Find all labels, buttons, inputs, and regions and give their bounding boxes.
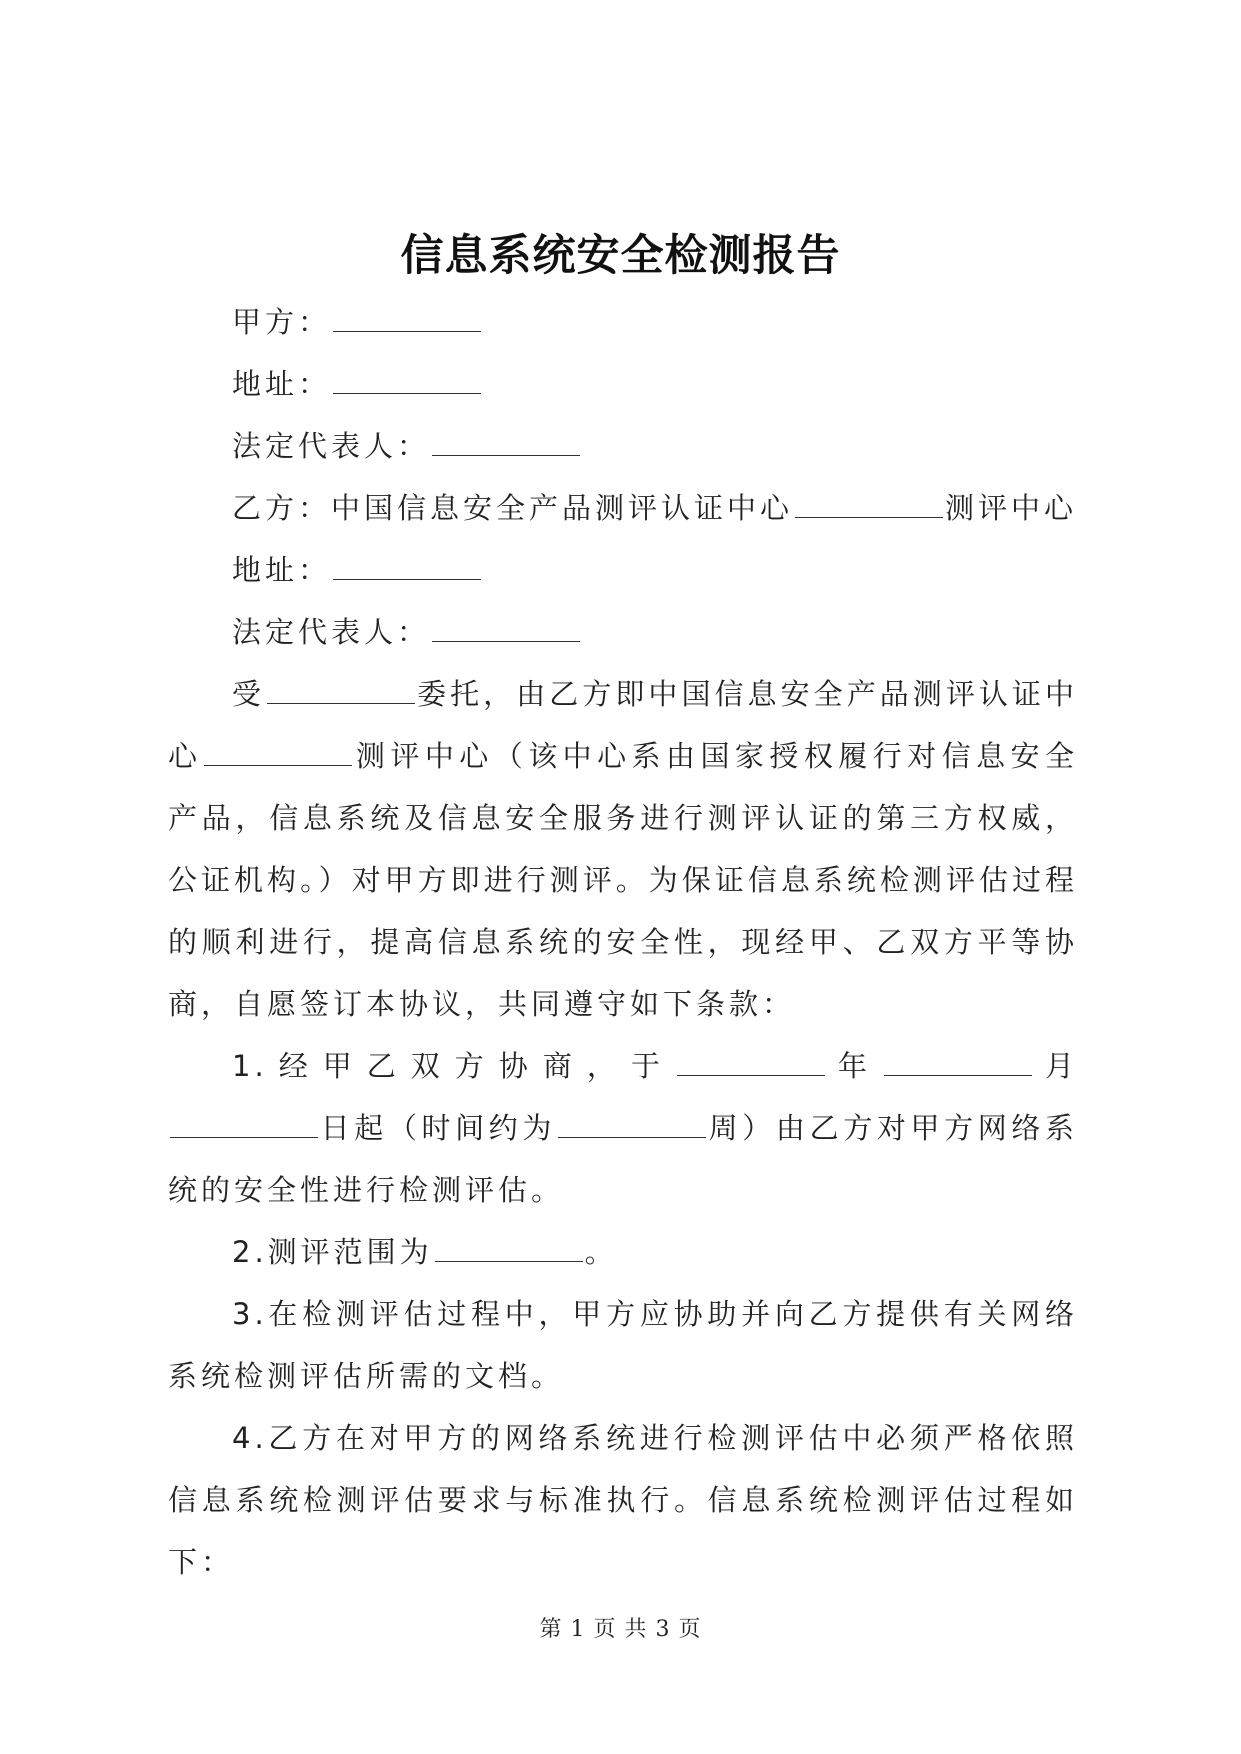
party-a-address-line — [168, 353, 1078, 415]
party-a-rep-line — [168, 415, 1078, 477]
clause-2 — [168, 1221, 1078, 1283]
intro-part-1: 受 — [232, 677, 266, 711]
party-b-address-label: 地址： — [232, 553, 332, 587]
intro-paragraph — [168, 663, 1078, 1035]
party-b-label-suffix: 测评中心 — [945, 491, 1078, 525]
clause-1-day-blank — [170, 1115, 318, 1138]
intro-part-2: 委托，由乙方即中国信息安全产品测评认证中心 — [168, 677, 1078, 773]
party-b-center-blank — [795, 495, 943, 518]
clause-1-part-1: 1.经甲乙双方协商，于 — [232, 1049, 675, 1083]
intro-part-3: 测评中心（该中心系由国家授权履行对信息安全产品，信息系统及信息安全服务进行测评认证的第三方权威，公证机构。）对甲方即进行测评。为保证信息系统检测评估过程的顺利进行，提高信息系统的安全性，现经甲、乙双方平等协商，自愿签订本协议，共同遵守如下条款： — [168, 739, 1078, 1021]
clause-3: 3.在检测评估过程中，甲方应协助并向乙方提供有关网络系统检测评估所需的文档。 — [168, 1297, 1078, 1393]
party-b-rep-label: 法定代表人： — [232, 615, 431, 649]
document-body — [168, 291, 1078, 1593]
party-a-line — [168, 291, 1078, 353]
party-a-label: 甲方： — [232, 305, 332, 339]
party-b-label: 乙方：中国信息安全产品测评认证中心 — [232, 491, 794, 525]
party-a-rep-blank — [432, 433, 580, 456]
clause-1-part-3: 月 — [1033, 1049, 1078, 1083]
clause-1-part-5: 周）由乙方对甲方网络系统的安全性进行检测评估。 — [168, 1111, 1078, 1207]
clause-1-year-blank — [677, 1053, 825, 1076]
intro-client-blank — [267, 681, 415, 704]
intro-center-blank — [204, 743, 352, 766]
page-footer: 第 1 页 共 3 页 — [539, 1617, 702, 1642]
party-a-blank — [333, 309, 481, 332]
clause-1-weeks-blank — [558, 1115, 706, 1138]
document-title: 信息系统安全检测报告 — [400, 231, 841, 281]
clause-2-part-1: 2.测评范围为 — [232, 1235, 433, 1269]
clause-1-part-4: 日起（时间约为 — [320, 1111, 557, 1145]
clause-2-scope-blank — [435, 1239, 583, 1262]
party-b-rep-line — [168, 601, 1078, 663]
party-b-address-blank — [333, 557, 481, 580]
party-a-address-blank — [333, 371, 481, 394]
clause-1-part-2: 年 — [826, 1049, 882, 1083]
clause-1-month-blank — [884, 1053, 1032, 1076]
party-b-rep-blank — [432, 619, 580, 642]
clause-2-part-2: 。 — [584, 1235, 618, 1269]
party-a-rep-label: 法定代表人： — [232, 429, 431, 463]
clause-4: 4.乙方在对甲方的网络系统进行检测评估中必须严格依照信息系统检测评估要求与标准执行。信息系统检测评估过程如下： — [168, 1421, 1078, 1579]
party-a-address-label: 地址： — [232, 367, 332, 401]
party-b-address-line — [168, 539, 1078, 601]
clause-1 — [168, 1035, 1078, 1221]
party-b-line — [168, 477, 1078, 539]
